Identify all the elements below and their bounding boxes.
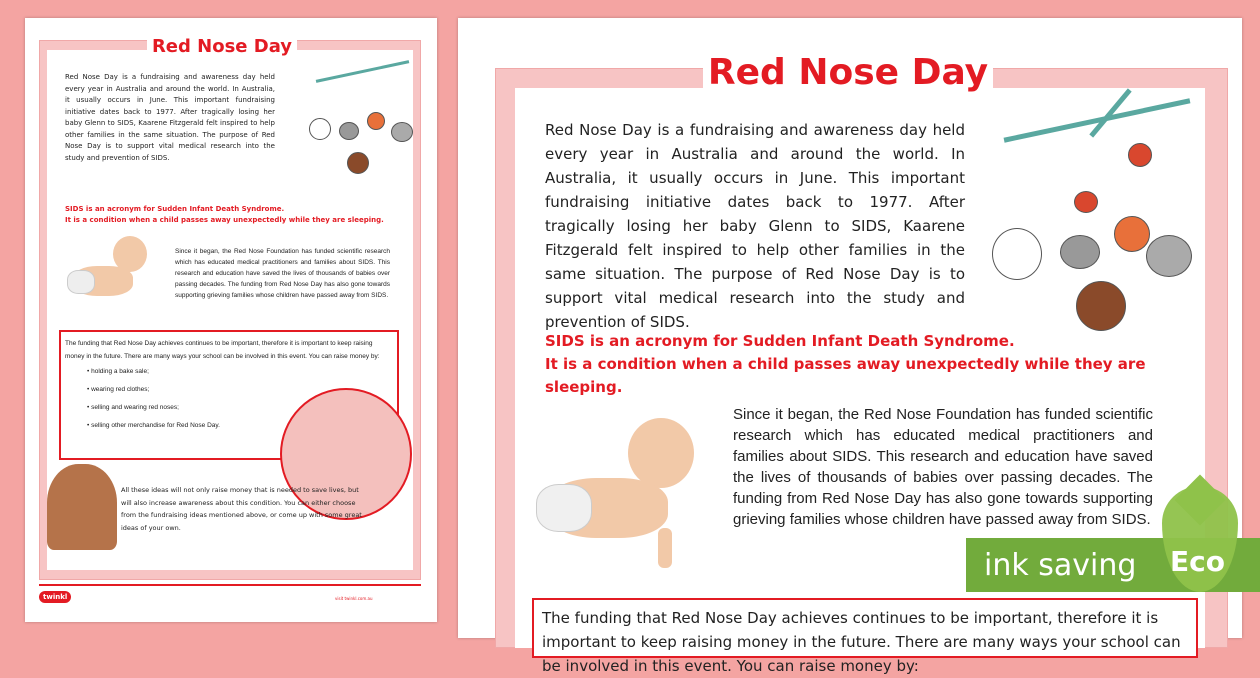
baby-mobile-illustration: [305, 48, 415, 188]
thumbnail-page[interactable]: [25, 18, 437, 622]
intro-paragraph: Red Nose Day is a fundraising and awareness day held every year in Australia and around the world. In Australia, it usually occurs in June. This important fundraising initiative dates back to 1977. After tragically losing her baby Glenn to SIDS, Kaarene Fitzgerald felt inspired to help other families in the same situation. The purpose of Red Nose Day is to support vital medical research into the study and prevention of SIDS.: [545, 121, 965, 331]
sids-line-2: It is a condition when a child passes away unexpectedly while they are sleeping.: [65, 216, 384, 224]
page-title: Red Nose Day: [147, 36, 297, 57]
intro-paragraph: Red Nose Day is a fundraising and awareness day held every year in Australia and around the world. In Australia, it usually occurs in June. This important fundraising initiative dates back to 1977. After tragically losing her baby Glenn to SIDS, Kaarene Fitzgerald felt inspired to help other families in the same situation. The purpose of Red Nose Day is to support vital medical research into the study and prevention of SIDS.: [65, 73, 275, 162]
footer-url[interactable]: visit twinkl.com.au: [335, 596, 373, 601]
research-paragraph: Since it began, the Red Nose Foundation has funded scientific research which has educated medical practitioners and families about SIDS. This research and education have saved the lives of thousands of babies over passing decades. The funding from Red Nose Day has also gone towards supporting grieving families whose children have passed away from SIDS.: [175, 248, 390, 299]
sids-line-1: SIDS is an acronym for Sudden Infant Death Syndrome.: [65, 205, 285, 213]
list-item: • selling other merchandise for Red Nose Day.: [87, 417, 393, 435]
sids-line-2: It is a condition when a child passes away unexpectedly while they are sleeping.: [545, 355, 1146, 396]
sids-definition: [65, 204, 385, 226]
twinkl-logo: twinkl: [39, 591, 71, 603]
baby-illustration: [53, 236, 163, 326]
eco-label: Eco: [1170, 545, 1225, 578]
footer-divider: [39, 584, 421, 586]
funding-box: [532, 598, 1198, 675]
funding-paragraph: The funding that Red Nose Day achieves continues to be important, therefore it is important to keep raising money in the future. There are many ways your school can be involved in this event. You can raise money by:: [65, 340, 380, 360]
closing-paragraph: All these ideas will not only raise money that is needed to save lives, but will also increase awareness about this condition. You can either choose from the fundraising ideas mentioned above, or come up with some great ideas of your own.: [121, 486, 362, 532]
list-item: • wearing red clothes;: [87, 381, 393, 399]
baby-illustration: [508, 418, 728, 583]
sids-line-1: SIDS is an acronym for Sudden Infant Death Syndrome.: [545, 332, 1015, 350]
girl-illustration: [47, 464, 117, 550]
list-item: • holding a bake sale;: [87, 363, 393, 381]
list-item: • selling and wearing red noses;: [87, 399, 393, 417]
ink-saving-label: ink saving: [984, 547, 1137, 583]
page-title: Red Nose Day: [703, 52, 993, 93]
baby-mobile-illustration: [988, 73, 1198, 343]
research-paragraph: Since it began, the Red Nose Foundation has funded scientific research which has educated medical practitioners and families about SIDS. This research and education have saved the lives of thousands of babies over passing decades. The funding from Red Nose Day has also gone towards supporting grieving families whose children have passed away from SIDS.: [733, 406, 1153, 528]
funding-paragraph: The funding that Red Nose Day achieves continues to be important, therefore it is important to keep raising money in the future. There are many ways your school can be involved in this event. You can raise money by:: [542, 609, 1181, 675]
